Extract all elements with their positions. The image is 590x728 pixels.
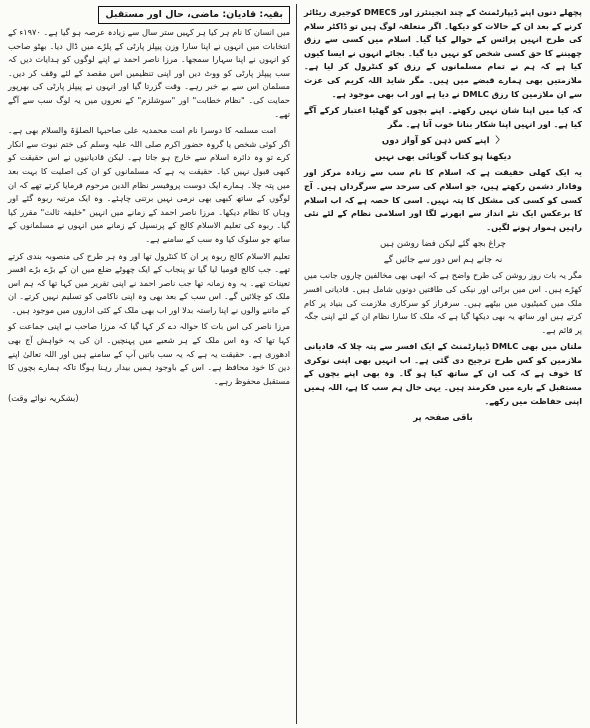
left-paragraph-1: میں انسان کا نام ہر کیا ہر کہیں ستر سال سے زیادہ عرصہ ہو گیا ہے۔ ۱۹۷۰ء کے انتخابات میں انہوں نے اپنا سارا وزن پیپلز پارٹی کے پلڑے میں ڈال دیا۔ بھٹو صاحب کو انہوں نے اپنا سہارا سمجھا۔ مرزا ناصر احمد نے اپنے لوگوں کو ہدایات دیں کہ سب پیپلز پارٹی کو ووٹ دیں اور اپنی تنظیمیں اس مقصد کے لئے وقف کر دیں۔ مسلمان اس سے بے خبر رہے۔ وقت گزرتا گیا اور انہوں نے پیپلز پارٹی کی بھرپور حمایت کی۔ "نظام خطابت" اور "سوشلزم" کے نعروں میں یہ لوگ سب سے آگے تھے۔ (8, 27, 290, 119)
verse-1-line-2: دیکھنا ہو کتاب گویائی بھی نہیں (374, 152, 512, 163)
left-column (4, 6, 294, 722)
right-paragraph-5: ملتان میں بھی DMLC ڈیپارٹمنٹ کے ایک افسر سے پتہ چلا کہ قادیانی ملازمین کو کس طرح ترجیح دی گئی ہے۔ اب انہیں بھی اپنی نوکری کا خوف ہے کہ کب ان کے ساتھ کیا ہو گا۔ وہ بھی اپنے بچوں کے مستقبل کے بارے میں فکرمند ہیں۔ یہی حال ہم سب کا ہے، اللہ ہمیں اپنی حفاظت میں رکھے۔ (304, 341, 582, 406)
left-paragraph-2: امت مسلمہ کا دوسرا نام امت محمدیہ علی صاحبہا الصلوٰۃ والسلام بھی ہے۔ اگر کوئی شخص یا گروہ حضور اکرم صلی اللہ علیہ وسلم کی ختم نبوت سے انکار کرے تو وہ دائرہ اسلام سے خارج ہو جاتا ہے۔ لیکن قادیانیوں نے اس حقیقت کو کبھی قبول نہیں کیا۔ حقیقت یہ ہے کہ مسلمانوں کو ان کی اصلیت کا بہت بعد میں پتہ چلا۔ ہمارے ایک دوست پروفیسر نظام الدین مرحوم فرمایا کرتے تھے کہ ان لوگوں کے ساتھ کبھی بھی نرمی نہیں برتنی چاہئے۔ وہ ایک مرتبہ ربوہ گئے اور وہاں کا نظام دیکھا۔ مرزا ناصر احمد کے زمانے میں انہیں "خلیفہ ثالث" مقرر کیا گیا۔ ربوہ کی تعلیم الاسلام کالج کے پرنسپل کے زمانے میں انہوں نے مسلمانوں کے ساتھ جو سلوک کیا وہ سب کے سامنے ہے۔ (8, 125, 290, 244)
right-paragraph-3: یہ ایک کھلی حقیقت ہے کہ اسلام کا نام سب سے زیادہ مرکز اور وفادار دشمن رکھتے ہیں، جو اسلام کی سرحد سے سرگرداں ہیں۔ آج کسی کو کسی کی مشکل کا پتہ نہیں۔ اسی کا حصہ ہے کہ اب اسلام کا برعکس ایک نئے انداز سے ابھرنے لگا اور اسلامی نظام کے لئے نئی راہیں ہموار ہونے لگیں۔ (304, 167, 582, 232)
left-paragraph-3: تعلیم الاسلام کالج ربوہ پر ان کا کنٹرول تھا اور وہ ہر طرح کی منصوبہ بندی کرتے تھے۔ جب کالج قومیا لیا گیا تو پنجاب کے ایک چھوٹے ضلع میں ان کے بڑے بڑے افسر تعینات تھے۔ یہ وہ زمانہ تھا جب ناصر احمد نے اپنی تقریر میں کہا تھا کہ ہم اس ملک کو چلائیں گے۔ اس سب کے بعد بھی وہ اپنی ناکامی کو تسلیم نہیں کرتے۔ ان کے ماننے والوں نے اپنا راستہ بدلا اور اب بھی ملک کے کئی اداروں میں موجود ہیں۔ (8, 250, 290, 315)
right-paragraph-4: مگر یہ بات روز روشن کی طرح واضح ہے کہ ابھی بھی مخالفین چاروں جانب میں کھڑے ہیں۔ اس میں برائی اور نیکی کی طاقتیں دونوں شامل ہیں۔ قادیانی افسر ملک میں کمیٹیوں میں بیٹھے ہیں۔ سرفراز کو سرکاری ملازمت کی بنیاد پر کام کرتے ہیں اور ساتھ یہ بھی دیکھا گیا ہے کہ ملک کا سارا نظام ان کے لئے اپنی جگہ پر قائم ہے۔ (304, 270, 582, 335)
right-paragraph-2: کہ کیا میں اپنا شان نہیں رکھتے۔ اپنے بچوں کو گھٹیا اعتبار کرکے آگے کیا ہے۔ اور انہیں اپنا شکار بنانا خوب آتا ہے۔ مگر (304, 105, 582, 129)
right-column (300, 6, 586, 722)
source-credit: (بشکریہ نوائے وقت) (8, 393, 79, 404)
article-header (8, 6, 290, 26)
verse-2-line-1: چراغ بجھ گئے لیکن فضا روشن ہیں (380, 239, 506, 250)
continued-notice: باقی صفحہ پر (413, 412, 473, 423)
verse-1-line-1-text: اپنے کس ذہن کو آواز دوں (381, 136, 490, 147)
verse-mark-icon: 〈 (495, 136, 505, 147)
column-divider (296, 4, 297, 724)
verse-2-line-2: نہ جانے ہم اس دور سے جائیں گے (383, 255, 503, 266)
verse-1-line-1 (304, 134, 582, 148)
left-paragraph-4: مرزا ناصر کی اس بات کا حوالہ دے کر کہا گیا کہ مرزا صاحب نے اپنی جماعت کو کہا تھا کہ وہ اس ملک کے ہر شعبے میں پہنچیں۔ ان کی یہ خواہش آج بھی ادھوری ہے۔ حقیقت یہ ہے کہ یہ سب باتیں آپ کے سامنے ہیں اور اللہ تعالیٰ اپنے دین کا خود محافظ ہے۔ اس کے باوجود ہمیں بیدار رہنا ہوگا تاکہ ہمارے بچوں کا مستقبل محفوظ رہے۔ (8, 321, 290, 386)
article-title-box: بقیہ: قادیان: ماضی، حال اور مستقبل (98, 6, 290, 24)
right-paragraph-1: پچھلے دنوں اپنے ڈیپارٹمنٹ کے چند انجینئرز اور DMECS کوجیری ریٹائر کرنے کے بعد ان کے حالات کو دیکھا۔ اگر متعلقہ لوگ ہیں تو ڈاکٹر سلام کی طرح انہیں پرائس کے حوالے کیا گیا۔ اسلام میں کسی سے رزق چھیننے کا حق کسی شخص کو نہیں دیا گیا۔ بجائے انہوں نے ایسا کیوں کیا ہے کہ ہم نے تمام مسلمانوں کے رزق کو کنٹرول کر لیا ہے۔ ملازمتیں بھی ہمارے قبضے میں ہیں۔ مگر شاید اللہ کریم کی عزت سے ان ملازمین کا رزق DMLC نے دیا ہے اور اب بھی موجود ہے۔ (304, 7, 583, 99)
